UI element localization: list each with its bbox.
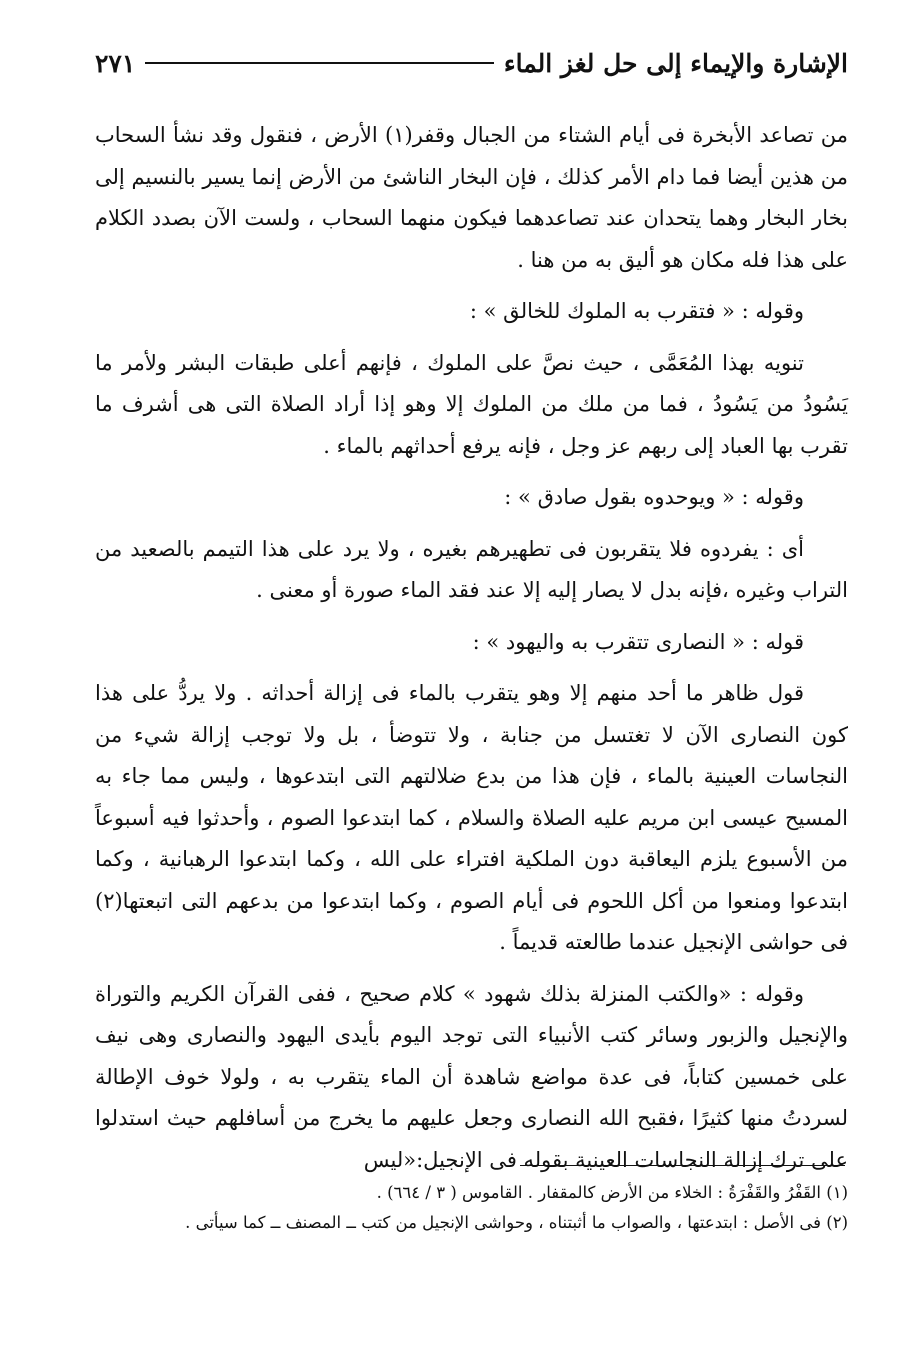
paragraph-3: أى : يفردوه فلا يتقربون فى تطهيرهم بغيره ، ولا يرد على هذا التيمم بالصعيد من التراب وغيره ،فإنه بدل لا يصار إليه إلا عند فقد الماء صورة أو معنى .	[95, 536, 848, 602]
quote-heading-3: قوله : « النصارى تتقرب به واليهود » :	[472, 629, 804, 654]
paragraph-1: من تصاعد الأبخرة فى أيام الشتاء من الجبال وقفر(١) الأرض ، فنقول وقد نشأ السحاب من هذين أيضا فما دام الأمر كذلك ، فإن البخار الناشئ من الأرض إنما يسير بالنسيم إلى بخار البخار وهما يتحدان عند تصاعدهما فيكون منهما السحاب ، ولست الآن بصدد الكلام على هذا فله مكان هو أليق به من هنا .	[95, 123, 848, 272]
paragraph-5: وقوله : «والكتب المنزلة بذلك شهود » كلام صحيح ، ففى القرآن الكريم والتوراة والإنجيل والزبور وسائر كتب الأنبياء التى توجد اليوم بأيدى اليهود والنصارى وهى نيف على خمسين كتاباً، فى عدة مواضع شاهدة أن الماء يتقرب به ، ولولا خوف الإطالة لسردتُ منها كثيرًا ،فقبح الله النصارى وجعل عليهم ما يخرج من أسافلهم حيث استدلوا على ترك إزالة النجاسات العينية بقوله فى الإنجيل:«ليس	[95, 981, 848, 1172]
running-title: الإشارة والإيماء إلى حل لغز الماء	[503, 48, 848, 78]
header-rule	[145, 62, 494, 64]
footnote-rule	[520, 1165, 845, 1166]
page-number: ٢٧١	[95, 48, 136, 78]
paragraph-2: تنويه بهذا المُعَمَّى ، حيث نصَّ على الملوك ، فإنهم أعلى طبقات البشر ولأمر ما يَسُودُ من يَسُودُ ، فما من ملك من الملوك إلا وهو إذا أراد الصلاة التى هى أشرف ما تقرب بها العباد إلى ربهم عز وجل ، فإنه يرفع أحداثهم بالماء .	[95, 350, 848, 458]
footnote-1: (١) القَفْرُ والقَفْرَةُ : الخلاء من الأرض كالمقفار . القاموس ( ٣ / ٦٦٤) .	[376, 1183, 848, 1202]
running-header	[95, 42, 848, 84]
quote-heading-2: وقوله : « ويوحدوه بقول صادق » :	[504, 485, 804, 509]
quote-heading-1: وقوله : « فتقرب به الملوك للخالق » :	[469, 299, 804, 323]
footnotes	[95, 1178, 848, 1238]
main-text	[95, 115, 848, 1191]
footnote-2: (٢) فى الأصل : ابتدعتها ، والصواب ما أثبتناه ، وحواشى الإنجيل من كتب ــ المصنف ــ كما سيأتى .	[185, 1213, 848, 1232]
paragraph-4: قول ظاهر ما أحد منهم إلا وهو يتقرب بالماء فى إزالة أحداثه . ولا يردُّ على هذا كون النصارى الآن لا تغتسل من جنابة ، ولا تتوضأ ، بل ولا توجب إزالة شيء من النجاسات العينية بالماء ، فإن هذا من بدع ضلالتهم التى ابتدعوها ، وليس مما جاء به المسيح عيسى ابن مريم عليه الصلاة والسلام ، كما ابتدعوا الصوم ، وأحدثوا فيه أسبوعاً من الأسبوع يلزم اليعاقبة دون الملكية افتراء على الله ، وكما ابتدعوا الرهبانية ، وكما ابتدعوا ومنعوا من أكل اللحوم فى أيام الصوم ، وكما ابتدعوا من بدعهم التى اتبعتها(٢) فى حواشى الإنجيل عندما طالعته قديماً .	[95, 681, 848, 954]
